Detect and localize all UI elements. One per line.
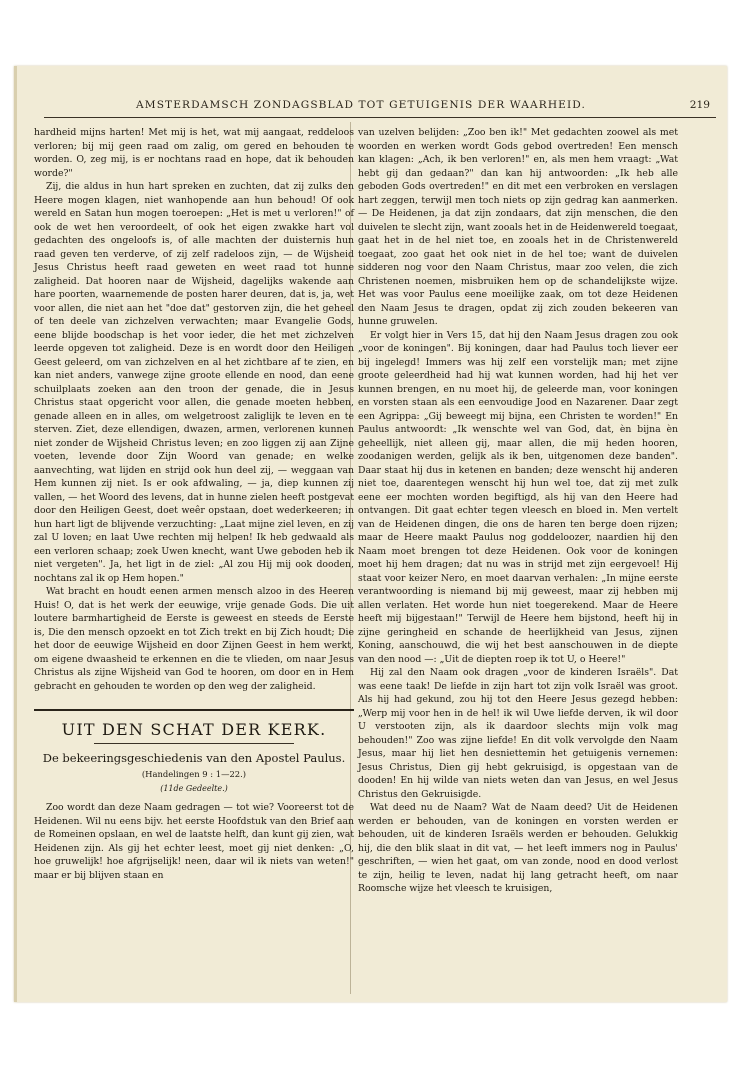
section-title: UIT DEN SCHAT DER KERK. <box>61 720 327 739</box>
paragraph: Wat bracht en houdt eenen armen mensch alzoo in des Heeren Huis! O, dat is het werk der eeuwige, vrije genade Gods. Die uit loutere barmhartigheid de Eerste is geweest en steeds de Eerste is, Die den mensch opzoekt en tot Zich trekt en bij Zich houdt; Die het door de eeuwige Wijsheid en door Zijnen Geest in hem werkt, om eigene dwaasheid te erkennen en die te vlieden, om naar Jesus Christus als zijne Wijsheid van God te hooren, om door en in Hem gebracht en gehouden te worden op den weg der zaligheid. <box>34 586 354 692</box>
right-column <box>358 126 678 896</box>
section-rule <box>34 709 354 711</box>
title-rule <box>94 743 294 744</box>
paragraph: Zoo wordt dan deze Naam gedragen — tot wie? Vooreerst tot de Heidenen. Wil nu eens bijv. het eerste Hoofdstuk van den Brief aan de Romeinen opslaan, en wel de laatste helft, dan kunt gij zien, wat Heidenen zijn. Als gij het echter leest, moet gij niet denken: „O, hoe gruwelijk! hoe afgrijselijk! neen, daar wil ik niets van weten!" maar er bij blijven staan en <box>34 802 354 881</box>
header-title: AMSTERDAMSCH ZONDAGSBLAD TOT GETUIGENIS DER WAARHEID. <box>136 99 586 111</box>
part-label: (11de Gedeelte.) <box>160 783 228 793</box>
paragraph: Wat deed nu de Naam? Wat de Naam deed? Uit de Heidenen werden er behouden, van de koningen en vorsten werden er behouden, uit de kinderen Israëls werden er behouden. Gelukkig hij, die den blik slaat in dit vat, — het leeft immers nog in Paulus' geschriften, — wien het gaat, om van zonde, nood en dood verlost te zijn, heilig te leven, nadat hij lang getracht heeft, om naar Roomsche wijze het vleesch te kruisigen, <box>358 802 678 894</box>
running-header <box>44 99 716 113</box>
header-rule <box>44 117 716 118</box>
newspaper-page <box>14 66 727 1002</box>
page-number: 219 <box>689 99 710 111</box>
scripture-reference: (Handelingen 9 : 1—22.) <box>141 769 247 779</box>
paragraph: hardheid mijns harten! Met mij is het, wat mij aangaat, reddeloos verloren; bij mij geen raad om zalig, om gered en behouden te worden. O, zeg mij, is er nochtans raad en hope, dat ik behouden worde?" <box>34 127 354 179</box>
paragraph: Zij, die aldus in hun hart spreken en zuchten, dat zij zulks den Heere mogen klagen, niet wanhopende aan hun behoud! Of ook wereld en Satan hun mogen toeroepen: „Het is met u verloren!" of ook de wet hen veroordeelt, of ook het eigen zwakke hart vol gedachten des ongeloofs is, of alle machten der duisternis hun raad geven ten verderve, of zij zelf radeloos zijn, — de Wijsheid Jesus Christus heeft raad geweten en weet raad tot hunne zaligheid. Dat hooren naar de Wijsheid, dagelijks wakende aan hare poorten, waarnemende de posten harer deuren, dat is, ja, wet voor allen, die niet aan het "doe dat" gestorven zijn, die het geheel of ten deele van zichzelven verwachten; maar Evangelie Gods, eene blijde boodschap is het voor ieder, die het met zichzelven leerde opgeven tot zaligheid. Deze is en wordt door den Heiligen Geest geleerd, om van zichzelven en al het zichtbare af te zien, en kan niet anders, vanwege zijne groote ellende en nood, dan eene schuilplaats zoeken aan den troon der genade, die in Jesus Christus staat opgericht voor allen, die genade moeten hebben, genade alleen en in alles, om welgetroost zaliglijk te leven en te sterven. Ziet, deze ellendigen, dwazen, armen, verlorenen kunnen niet zonder de Wijsheid Christus leven; en zoo liggen zij aan Zijne voeten, levende door Zijn Woord van genade; en welke aanvechting, wat lijden en strijd ook hun deel zij, — weggaan van Hem kunnen zij niet. Is er ook afdwaling, — ja, diep kunnen zij vallen, — het Woord des levens, dat in hunne zielen heeft postgevat door den Heiligen Geest, doet weêr opstaan, doet wederkeeren; in hun hart ligt de blijvende verzuchting: „Laat mijne ziel leven, en zij zal U loven; en laat Uwe rechten mij helpen! Ik heb gedwaald als een verloren schaap; zoek Uwen knecht, want Uwe geboden heb ik niet vergeten". Ja, het ligt in de ziel: „Al zou Hij mij ook dooden, nochtans zal ik op Hem hopen." <box>34 181 354 584</box>
paragraph: van uzelven belijden: „Zoo ben ik!" Met gedachten zoowel als met woorden en werken wordt Gods gebod overtreden! Een mensch kan klagen: „Ach, ik ben verloren!" en, als men hem vraagt: „Wat hebt gij dan gedaan?" dan kan hij antwoorden: „Ik heb alle geboden Gods overtreden!" en dit met een verbroken en verslagen hart zeggen, terwijl men toch niets op zijn gedrag kan aanmerken. — De Heidenen, ja dat zijn zondaars, dat zijn menschen, die den duivelen te slecht zijn, want zooals het in de Heidenwereld toegaat, gaat het in de hel niet toe, en zooals het in de Christenwereld toegaat, zoo gaat het ook niet in de hel toe; want de duivelen sidderen nog voor den Naam Christus, maar zoo velen, die zich Christenen noemen, misbruiken hem op de schandelijkste wijze. Het was voor Paulus eene moeilijke zaak, om tot deze Heidenen den Naam Jesus te dragen, opdat zij zich zouden bekeeren van hunne gruwelen. <box>358 127 678 327</box>
page-edge <box>14 66 17 1002</box>
left-column <box>34 126 354 882</box>
article-title: De bekeeringsgeschiedenis van den Apostel Paulus. <box>42 750 346 765</box>
paragraph: Hij zal den Naam ook dragen „voor de kinderen Israëls". Dat was eene taak! De liefde in zijn hart tot zijn volk Israël was groot. Als hij had gekund, zou hij tot den Heere Jesus gezegd hebben: „Werp mij voor hen in de hel! ik wil Uwe liefde derven, ik wil door U verstooten zijn, als ik daardoor slechts mijn volk mag behouden!" Zoo was zijne liefde! En dit volk vervolgde den Naam Jesus, maar hij liet hen desniettemin het getuigenis vernemen: Jesus Christus, Dien gij hebt gekruisigd, is opgestaan van de dooden! En hij wilde van niets weten dan van Jesus, en wel Jesus Christus den Gekruisigde. <box>358 667 678 800</box>
paragraph: Er volgt hier in Vers 15, dat hij den Naam Jesus dragen zou ook „voor de koningen". Bij koningen, daar had Paulus toch liever eer bij ingelegd! Immers was hij zelf een vorstelijk man; met zijne groote geleerdheid had hij wat kunnen worden, had hij het ver kunnen brengen, en nu moet hij, de geleerde man, voor koningen en vorsten staan als een eenvoudige Jood en Nazarener. Daar zegt een Agrippa: „Gij beweegt mij bijna, een Christen te worden!" En Paulus antwoordt: „Ik wenschte wel van God, dat, èn bijna èn geheellijk, niet alleen gij, maar allen, die mij heden hooren, zoodanigen werden, gelijk als ik ben, uitgenomen deze banden". Daar staat hij dus in ketenen en banden; deze wenscht hij anderen niet toe, daarentegen wenscht hij hun wel toe, dat zij met zulk eene eer mochten worden begiftigd, als hij van den Heere had ontvangen. Dit gaat echter tegen vleesch en bloed in. Men vertelt van de Heidenen dingen, die ons de haren ten berge doen rijzen; maar de Heere maakt Paulus nog goddeloozer, naardien hij den Naam moet brengen tot deze Heidenen. Ook voor de koningen moet hij hem dragen; dat nu was in strijd met zijn eergevoel! Hij staat voor keizer Nero, en moet daarvan verhalen: „In mijne eerste verantwoording is niemand bij mij geweest, maar zij hebben mij allen verlaten. Het worde hun niet toegerekend. Maar de Heere heeft mij bijgestaan!" Terwijl de Heere hem bijstond, heeft hij in zijne geringheid en schande de heerlijkheid van Jesus, zijnen Koning, aanschouwd, die wij het best aanschouwen in de diepte van den nood —: „Uit de diepten roep ik tot U, o Heere!" <box>358 329 678 665</box>
